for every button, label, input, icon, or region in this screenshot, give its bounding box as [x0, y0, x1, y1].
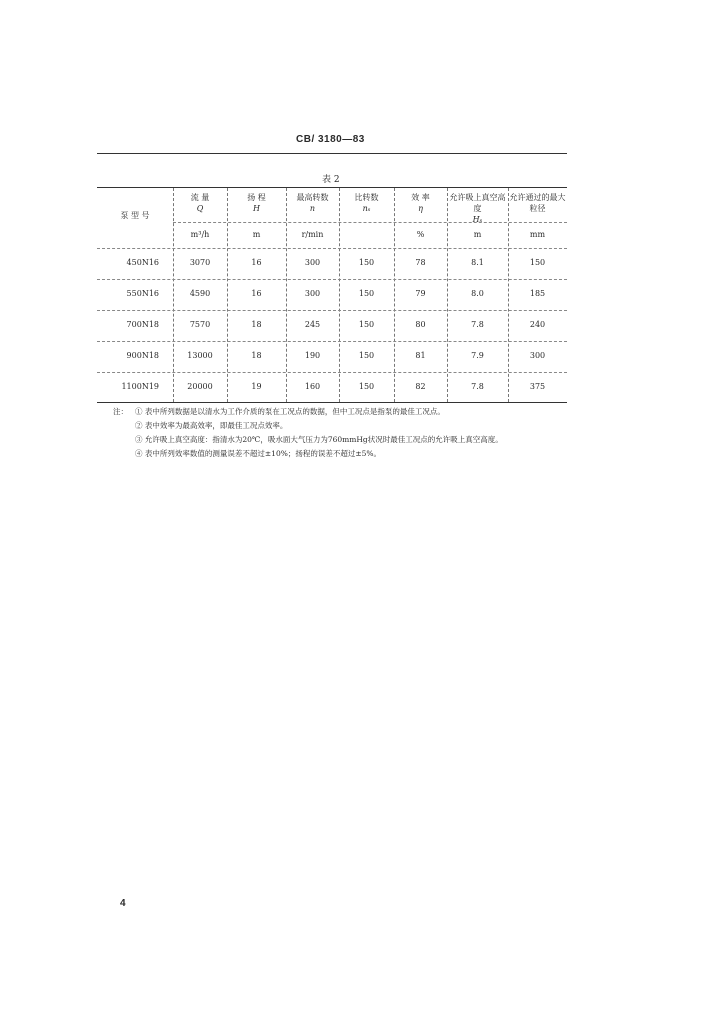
column-header-name: 流 量 [190, 193, 210, 202]
note-item [113, 419, 573, 433]
table-caption: 表 2 [322, 175, 340, 185]
table-cell: 79 [415, 289, 426, 298]
column-header [173, 192, 227, 214]
column-header [286, 192, 339, 214]
table-cell: 8.1 [471, 258, 484, 267]
table-cell: 375 [529, 382, 546, 391]
column-header [508, 192, 567, 214]
table-cell: 19 [251, 382, 262, 391]
table-cell: 80 [415, 320, 426, 329]
table-cell: 150 [358, 320, 375, 329]
note-marker: ③ [135, 435, 145, 444]
table-cell: 150 [529, 258, 546, 267]
column-header-symbol: n [309, 204, 316, 213]
table-cell: 16 [251, 289, 262, 298]
table-cell: 20000 [187, 382, 213, 391]
table-cell: 7.8 [471, 320, 484, 329]
table-cell: 7.8 [471, 382, 484, 391]
note-marker: ② [135, 421, 145, 430]
note-marker: ④ [135, 449, 145, 458]
table-row-model: 1100N19 [121, 382, 159, 391]
column-header-name: 最高转数 [296, 193, 329, 202]
page-number: 4 [120, 898, 126, 909]
table-cell: 150 [358, 289, 375, 298]
column-header-symbol: Q [196, 204, 204, 213]
note-text: 表中所列数据是以清水为工作介质的泵在工况点的数据，但中工况点是指泵的最佳工况点。 [144, 407, 445, 416]
header-code: CB/ 3180—83 [296, 134, 365, 145]
column-header-symbol: H [253, 204, 260, 213]
column-header-name: 效 率 [411, 193, 430, 202]
column-unit: mm [529, 230, 546, 239]
table-row-divider [97, 341, 567, 342]
table-row-divider [97, 279, 567, 280]
table-cell: 190 [304, 351, 321, 360]
column-header [339, 192, 394, 214]
note-prefix: 注： [113, 407, 128, 416]
header-rule [97, 153, 567, 154]
table-cell: 300 [529, 351, 546, 360]
table-cell: 13000 [187, 351, 213, 360]
column-header-name: 扬 程 [247, 193, 266, 202]
table-row-model: 900N18 [126, 351, 159, 360]
column-header-name: 比转数 [354, 193, 379, 202]
table-cell: 150 [358, 258, 375, 267]
note-item [113, 405, 573, 419]
column-header [227, 192, 286, 214]
column-header-symbol: η [418, 204, 423, 213]
note-item [113, 447, 573, 461]
column-header-symbol: Hₛ [472, 215, 483, 224]
table-row-model: 550N16 [126, 289, 159, 298]
table-cell: 245 [304, 320, 321, 329]
table-cell: 240 [529, 320, 546, 329]
table-row-divider [97, 372, 567, 373]
table-cell: 300 [304, 289, 321, 298]
column-header [447, 192, 508, 225]
column-unit: % [416, 230, 425, 239]
table-cell: 8.0 [471, 289, 484, 298]
table-cell: 78 [415, 258, 426, 267]
column-unit: m³/h [190, 230, 210, 239]
table-cell: 7.9 [471, 351, 484, 360]
table-row-divider [97, 310, 567, 311]
note-text: 表中效率为最高效率，即最佳工况点效率。 [144, 421, 288, 430]
note-marker: ① [135, 407, 145, 416]
notes-section [113, 405, 573, 461]
table-cell: 7570 [189, 320, 211, 329]
table-row-model: 450N16 [126, 258, 159, 267]
table-cell: 18 [251, 351, 262, 360]
row-header-label: 泵 型 号 [120, 211, 150, 220]
column-header-name: 允许吸上真空高度 [449, 193, 506, 213]
note-item [113, 433, 573, 447]
table-cell: 185 [529, 289, 546, 298]
note-text: 表中所列效率数值的测量误差不超过±10%；扬程的误差不超过±5%。 [144, 449, 382, 458]
column-unit: m [252, 230, 261, 239]
table-cell: 81 [415, 351, 426, 360]
table-cell: 82 [415, 382, 426, 391]
table-cell: 300 [304, 258, 321, 267]
table-cell: 150 [358, 351, 375, 360]
table-cell: 3070 [189, 258, 211, 267]
column-unit: m [473, 230, 482, 239]
table-cell: 4590 [189, 289, 211, 298]
column-header [394, 192, 447, 214]
spec-table [97, 187, 567, 403]
table-cell: 160 [304, 382, 321, 391]
column-header-symbol: nₛ [362, 204, 371, 213]
table-cell: 18 [251, 320, 262, 329]
table-row-divider [97, 248, 567, 249]
column-unit: r/min [301, 230, 324, 239]
table-row-model: 700N18 [126, 320, 159, 329]
column-header-name: 允许通过的最大粒径 [509, 193, 566, 213]
table-cell: 150 [358, 382, 375, 391]
table-cell: 16 [251, 258, 262, 267]
note-text: 允许吸上真空高度：指清水为20℃，吸水面大气压力为760mmHg状况时最佳工况点的允许吸上真空高度。 [144, 435, 503, 444]
